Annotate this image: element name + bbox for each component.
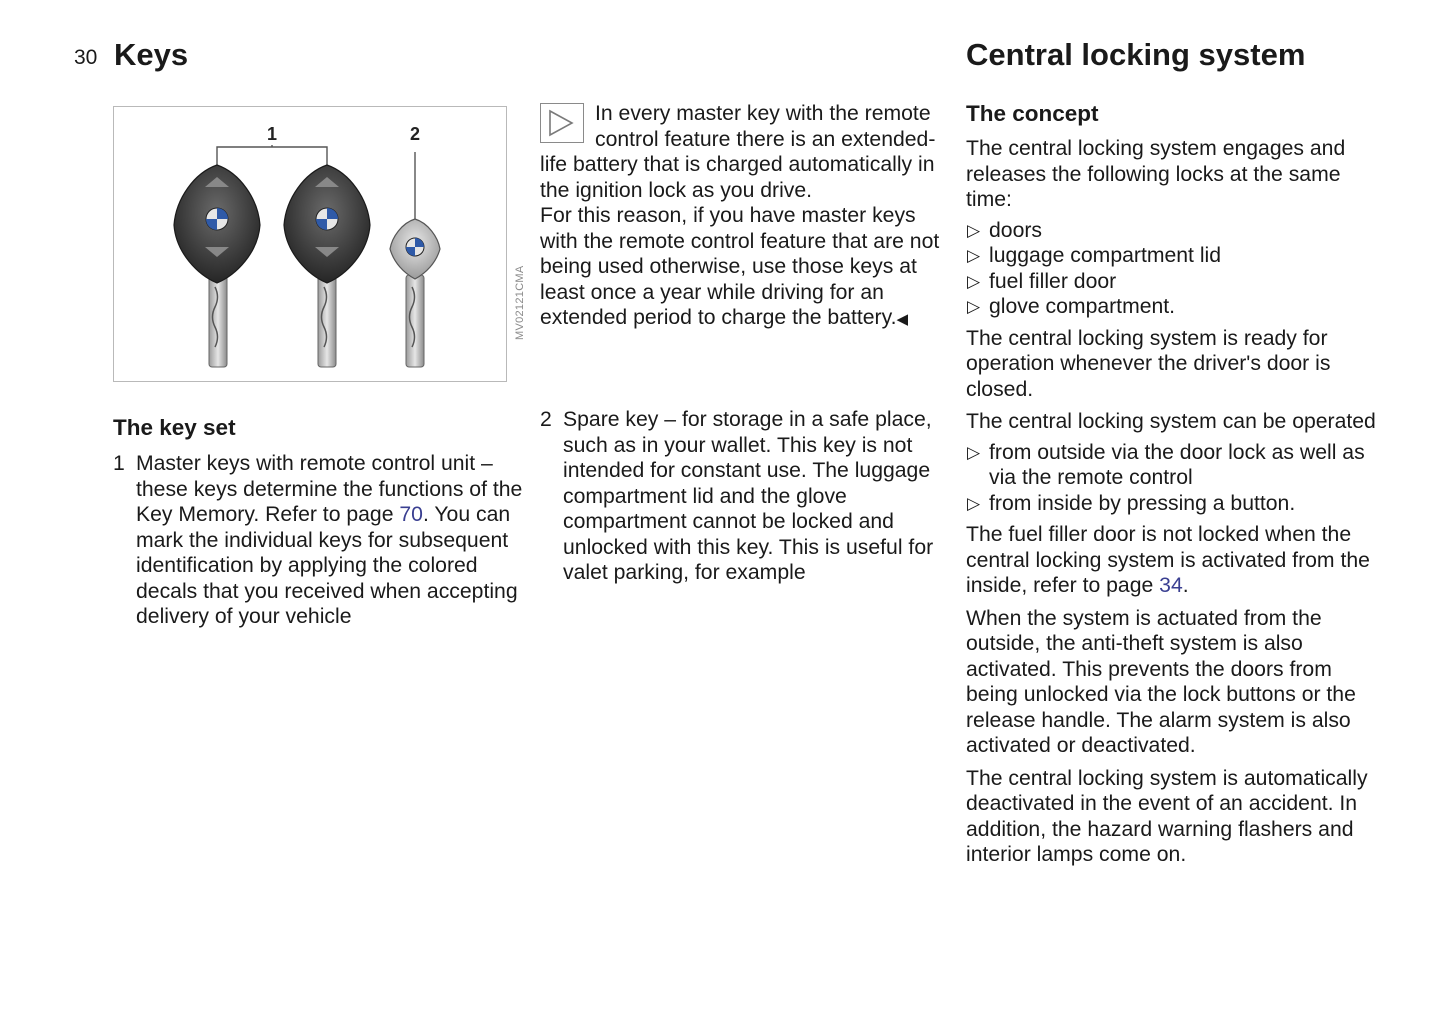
- operation-list: [966, 440, 1381, 517]
- bullet-triangle-icon: ▷: [967, 442, 981, 462]
- note-paragraph-2-text: For this reason, if you have master keys with the remote control feature that are not being used otherwise, use those keys at least once a year while driving for an extended period to charge the battery.: [540, 204, 940, 329]
- keys-figure: [113, 106, 507, 382]
- list-item: [966, 243, 1381, 269]
- figure-label-1: 1: [266, 124, 278, 144]
- item-number: 1: [113, 452, 125, 475]
- concept-paragraph-6: The central locking system is automatically deactivated in the event of an accident. In addition, the hazard warning flashers and interior lamps come on.: [966, 766, 1368, 866]
- figure-label-2: 2: [409, 124, 421, 144]
- list-item: [966, 218, 1381, 244]
- bullet-triangle-icon: ▷: [967, 271, 981, 291]
- page-title-keys: Keys: [114, 37, 189, 72]
- list-item: [966, 440, 1381, 491]
- note-block: [540, 101, 950, 333]
- key-set-list: [113, 451, 528, 630]
- list-item: [113, 451, 528, 630]
- spare-key-list: [540, 407, 950, 586]
- concept-text: [966, 136, 1381, 868]
- list-item: [966, 491, 1381, 517]
- concept-heading: The concept: [966, 101, 1099, 126]
- figure-code: MV02121CMA: [514, 265, 526, 340]
- note-paragraph-2: [540, 203, 950, 333]
- concept-paragraph-1: The central locking system engages and releases the following locks at the same time:: [966, 137, 1346, 211]
- bullet-triangle-icon: ▷: [967, 220, 981, 240]
- master-key-2-icon: [284, 165, 370, 367]
- page-title-central-locking: Central locking system: [966, 37, 1306, 72]
- list-item-text: doors: [989, 218, 1042, 242]
- spare-key-icon: [390, 219, 440, 367]
- page-number: 30: [74, 46, 98, 69]
- list-item-text: fuel filler door: [989, 269, 1117, 293]
- item-text: Master keys with remote control unit – these keys determine the functions of the Key Memory. Refer to page: [136, 452, 523, 526]
- list-item: [540, 407, 950, 586]
- keys-illustration: [114, 107, 506, 381]
- item-text-continued: . You can mark the individual keys for subsequent identification by applying the colored decals that you received when accepting delivery of your vehicle: [136, 503, 518, 628]
- master-key-1-icon: [174, 165, 260, 367]
- list-item-text: glove compartment.: [989, 295, 1176, 318]
- page-link-70[interactable]: 70: [399, 503, 423, 526]
- list-item-text: from outside via the door lock as well as via the remote control: [989, 440, 1365, 489]
- list-item-text: from inside by pressing a button.: [989, 491, 1296, 515]
- item-number: 2: [540, 408, 552, 431]
- key-set-heading: The key set: [113, 415, 236, 440]
- concept-paragraph-2: The central locking system is ready for operation whenever the driver's door is closed.: [966, 326, 1331, 401]
- concept-paragraph-3: The central locking system can be operated: [966, 410, 1376, 433]
- list-item-text: luggage compartment lid: [989, 244, 1222, 267]
- page-link-34[interactable]: 34: [1159, 574, 1183, 597]
- concept-paragraph-4: [966, 522, 1381, 599]
- concept-paragraph-5: When the system is actuated from the outside, the anti-theft system is also activated. This prevents the doors from being unlocked via the lock buttons or the release handle. The alarm system is also activated or deactivated.: [966, 606, 1356, 757]
- end-marker-icon: ◀: [896, 311, 909, 328]
- list-item: [966, 294, 1381, 320]
- bullet-triangle-icon: ▷: [967, 246, 981, 265]
- locks-list: [966, 218, 1381, 320]
- paragraph-text: The fuel filler door is not locked when the central locking system is activated from the inside, refer to page: [966, 523, 1370, 597]
- bullet-triangle-icon: ▷: [967, 297, 981, 316]
- bullet-triangle-icon: ▷: [967, 493, 981, 513]
- paragraph-text-end: .: [1182, 574, 1189, 597]
- list-item: [966, 269, 1381, 295]
- note-triangle-icon: [540, 103, 584, 143]
- item-text: Spare key – for storage in a safe place, such as in your wallet. This key is not intended for constant use. The luggage compartment lid and the glove compartment cannot be locked and unlocked with this key. This is useful for valet parking, for example: [563, 408, 934, 584]
- note-paragraph-1: In every master key with the remote control feature there is an extended-life battery that is charged automatically in the ignition lock as you drive.: [540, 102, 936, 202]
